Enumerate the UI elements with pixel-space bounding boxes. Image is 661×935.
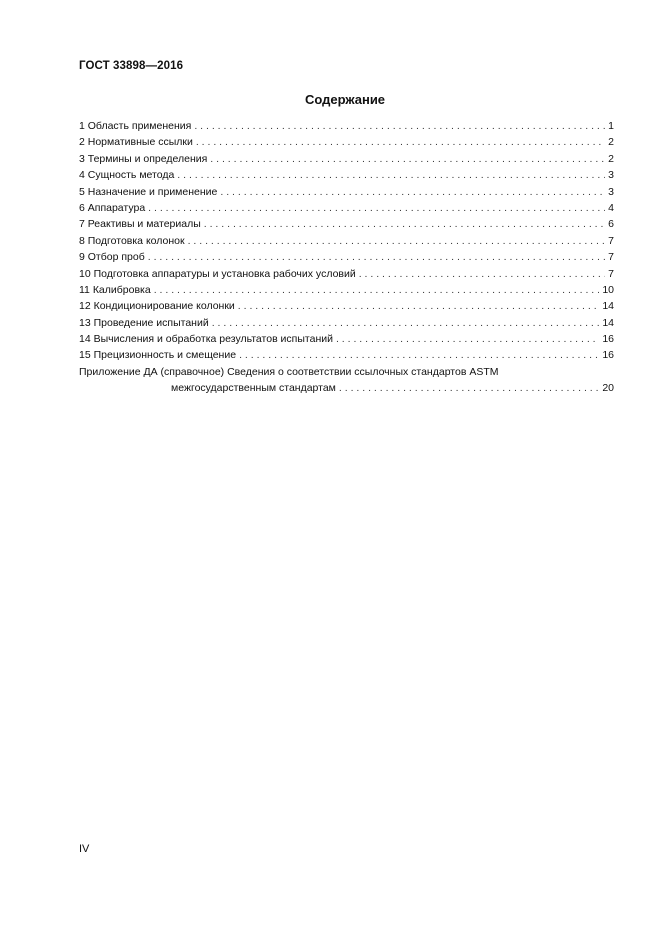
- toc-entry-page: 3: [608, 169, 614, 182]
- toc-entry-label: 13 Проведение испытаний: [79, 316, 209, 329]
- toc-entry-page: 14: [602, 300, 614, 313]
- toc-appendix-entry[interactable]: [79, 364, 614, 397]
- toc-entry-page: 1: [608, 120, 614, 132]
- toc-entry-label: 9 Отбор проб: [79, 251, 145, 264]
- toc-entry-page: 3: [608, 185, 614, 198]
- dot-leader: [148, 249, 605, 265]
- dot-leader: [336, 331, 599, 347]
- dot-leader: [148, 200, 605, 216]
- toc-entry[interactable]: [79, 216, 614, 232]
- dot-leader: [196, 134, 605, 150]
- toc-entry[interactable]: [79, 151, 614, 167]
- toc-entry-page: 2: [608, 152, 614, 165]
- toc-entry-page: 16: [602, 333, 614, 346]
- toc-entry-label: 1 Область применения: [79, 120, 192, 132]
- toc-entry-page: 7: [608, 234, 614, 247]
- toc-entry-label: 15 Прецизионность и смещение: [79, 349, 237, 362]
- toc-entry[interactable]: [79, 167, 614, 183]
- toc-entry-page: 2: [608, 136, 614, 149]
- toc-entry[interactable]: [79, 282, 614, 298]
- toc-appendix-continuation: [79, 380, 614, 396]
- toc-entry-label: 3 Термины и определения: [79, 152, 208, 165]
- toc-entry[interactable]: [79, 134, 614, 150]
- toc-entry-label: 4 Сущность метода: [79, 169, 175, 182]
- dot-leader: [339, 380, 599, 396]
- toc-entry-label: 5 Назначение и применение: [79, 185, 218, 198]
- toc-appendix-title: Приложение ДА (справочное) Сведения о соответствии ссылочных стандартов ASTM: [79, 365, 499, 378]
- toc-entry-label: 11 Калибровка: [79, 283, 151, 296]
- toc-entry-page: 7: [608, 267, 614, 280]
- toc-entry-label: 2 Нормативные ссылки: [79, 136, 193, 149]
- toc-entry-page: 10: [602, 283, 614, 296]
- dot-leader: [188, 233, 606, 249]
- toc-entry[interactable]: [79, 331, 614, 347]
- toc-entry[interactable]: [79, 298, 614, 314]
- toc-title: Содержание: [304, 92, 386, 107]
- toc-entry-page: 7: [608, 251, 614, 264]
- dot-leader: [154, 282, 600, 298]
- toc-entry[interactable]: [79, 249, 614, 265]
- table-of-contents: [79, 118, 614, 397]
- toc-entry-label: 6 Аппаратура: [79, 201, 146, 214]
- document-id-header: ГОСТ 33898—2016: [79, 60, 184, 72]
- toc-entry-label: 10 Подготовка аппаратуры и установка рабочих условий: [79, 267, 356, 280]
- dot-leader: [359, 266, 605, 282]
- toc-entry[interactable]: [79, 266, 614, 282]
- toc-entry-page: 16: [602, 349, 614, 362]
- toc-appendix-page: 20: [602, 382, 614, 395]
- toc-entry-page: 4: [608, 201, 614, 214]
- toc-entry[interactable]: [79, 347, 614, 363]
- dot-leader: [204, 216, 605, 232]
- toc-entry-label: 12 Кондиционирование колонки: [79, 300, 235, 313]
- dot-leader: [239, 347, 599, 363]
- toc-appendix-label: межгосударственным стандартам: [171, 382, 336, 395]
- toc-entry[interactable]: [79, 184, 614, 200]
- toc-entry[interactable]: [79, 118, 614, 134]
- toc-entry-page: 14: [602, 316, 614, 329]
- dot-leader: [220, 184, 605, 200]
- toc-entry[interactable]: [79, 233, 614, 249]
- dot-leader: [212, 315, 600, 331]
- toc-entry[interactable]: [79, 315, 614, 331]
- toc-entry-label: 7 Реактивы и материалы: [79, 218, 201, 231]
- toc-entry[interactable]: [79, 200, 614, 216]
- dot-leader: [177, 167, 605, 183]
- dot-leader: [238, 298, 600, 314]
- toc-entry-label: 8 Подготовка колонок: [79, 234, 185, 247]
- toc-entry-label: 14 Вычисления и обработка результатов испытаний: [79, 333, 333, 346]
- dot-leader: [194, 118, 605, 134]
- page-number-footer: IV: [79, 843, 90, 855]
- toc-entry-page: 6: [608, 218, 614, 231]
- dot-leader: [210, 151, 605, 167]
